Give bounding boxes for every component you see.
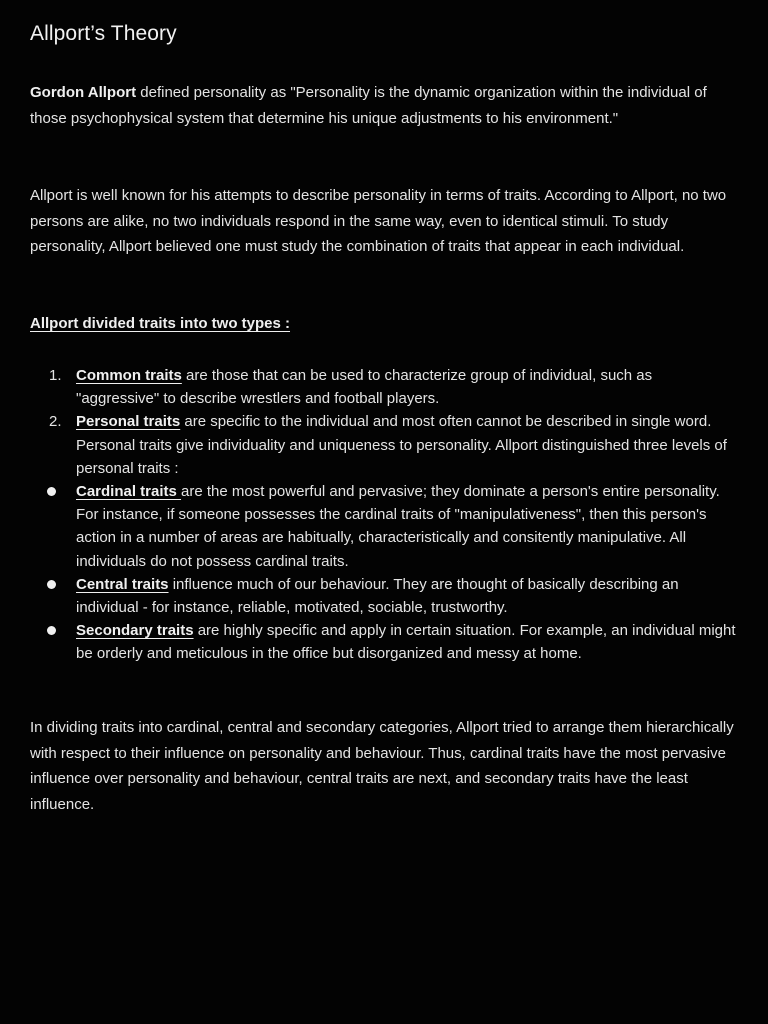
- central-traits-text: influence much of our behaviour. They are thought of basically describing an individual - for instance, reliable, motivated, sociable, trustworthy.: [76, 575, 679, 617]
- personal-traits-text: are specific to the individual and most often cannot be described in single word. Personal traits give individuality and uniqueness to personality. Allport distinguished three levels of personal traits :: [76, 413, 727, 477]
- cardinal-traits-text: are the most powerful and pervasive; they dominate a person's entire personality. For instance, if someone possesses the cardinal traits of "manipulativeness", then this person's action in a number of areas are habitually, characteristically and consitently manipulative. All individuals do not possess cardinal traits.: [76, 483, 720, 570]
- list-number: 2.: [49, 413, 62, 431]
- list-item-personal-traits: [30, 410, 738, 480]
- bullet-icon: [47, 580, 56, 589]
- traits-paragraph: Allport is well known for his attempts to describe personality in terms of traits. According to Allport, no two persons are alike, no two individuals respond in the same way, even to identical stimuli. To study personality, Allport believed one must study the combination of traits that appear in each individual.: [30, 187, 727, 256]
- term-personal-traits: Personal traits: [76, 413, 181, 431]
- conclusion-paragraph: In dividing traits into cardinal, central and secondary categories, Allport tried to arrange them hierarchically with respect to their influence on personality and behaviour. Thus, cardinal traits have the most pervasive influence over personality and behaviour, central traits are next, and secondary traits have the least influence.: [30, 719, 734, 814]
- list-item-common-traits: [30, 364, 738, 410]
- secondary-traits-text: are highly specific and apply in certain situation. For example, an individual might be orderly and meticulous in the office but disorganized and messy at home.: [76, 622, 736, 663]
- bullet-icon: [47, 626, 56, 635]
- common-traits-text: are those that can be used to characterize group of individual, such as "aggressive" to describe wrestlers and football players.: [76, 367, 653, 408]
- list-number: 1.: [49, 367, 62, 384]
- intro-paragraph: [30, 80, 738, 131]
- page-title: Allport’s Theory: [30, 22, 177, 45]
- term-central-traits: Central traits: [76, 575, 169, 593]
- term-common-traits: Common traits: [76, 367, 182, 384]
- term-cardinal-traits: Cardinal traits: [76, 483, 182, 501]
- intro-name: Gordon Allport: [30, 84, 137, 101]
- trait-types-heading: Allport divided traits into two types :: [30, 315, 291, 332]
- term-secondary-traits: Secondary traits: [76, 622, 194, 640]
- intro-text: defined personality as "Personality is the dynamic organization within the individual of those psychophysical system that determine his unique adjustments to his environment.": [30, 84, 707, 127]
- list-item-secondary-traits: [30, 619, 738, 665]
- list-item-cardinal-traits: [30, 480, 738, 573]
- bullet-icon: [47, 487, 56, 496]
- list-item-central-traits: [30, 573, 738, 619]
- traits-list: [30, 364, 738, 666]
